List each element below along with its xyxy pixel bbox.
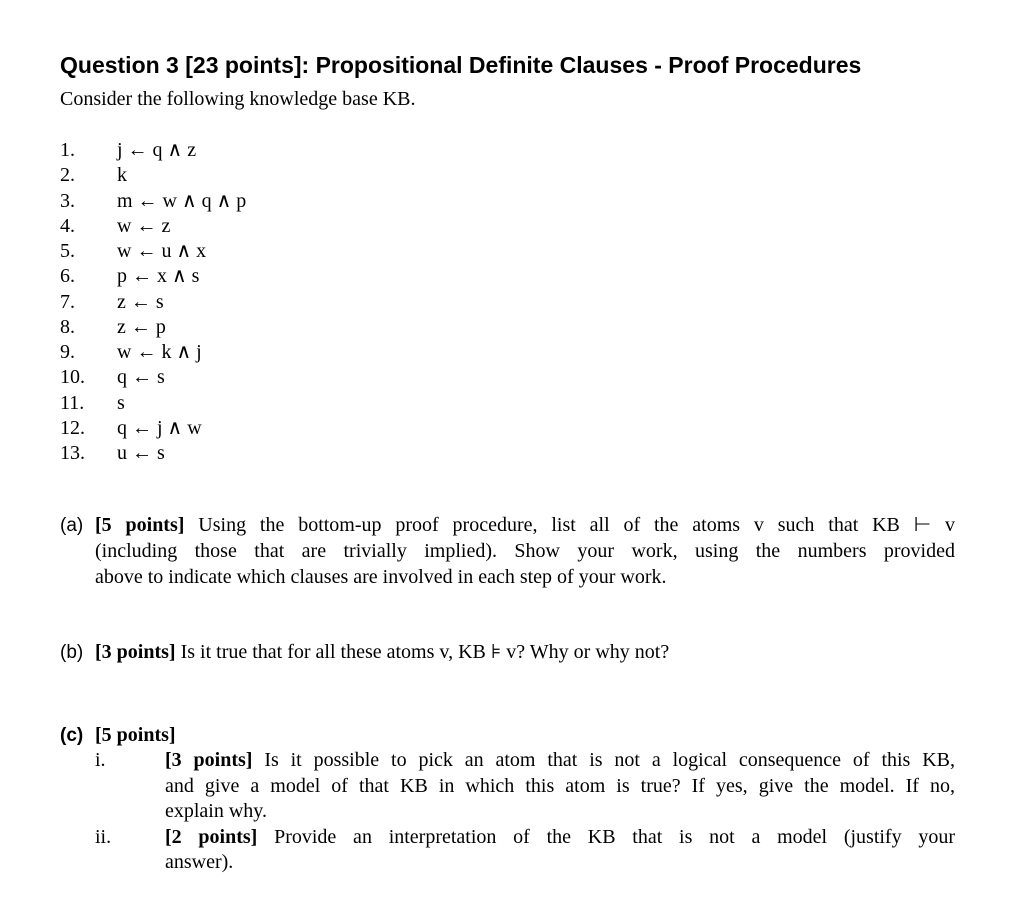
clause-number: 9. <box>60 341 75 363</box>
intro-text: Consider the following knowledge base KB. <box>60 88 416 110</box>
part-a-line1 <box>95 513 955 537</box>
part-a-line3: above to indicate which clauses are involved in each step of your work. <box>95 566 667 588</box>
clause-text: z ← s <box>117 290 164 313</box>
clause-text: m ← w ∧ q ∧ p <box>117 189 247 212</box>
clause-text: p ← x ∧ s <box>117 265 200 288</box>
clause-number: 11. <box>60 391 85 414</box>
part-c-ii-text: Provide an interpretation of the KB that is not a model (justify your <box>274 826 955 848</box>
clause-text: s <box>117 391 125 414</box>
part-c-ii-points: [2 points] <box>165 826 258 848</box>
part-a-points: [5 points] <box>95 514 185 536</box>
clause-number: 5. <box>60 240 75 262</box>
clause-number: 10. <box>60 366 85 389</box>
clause-number: 1. <box>60 139 75 161</box>
part-c-i-points: [3 points] <box>165 749 253 771</box>
clause-number: 8. <box>60 315 75 338</box>
clause-text: w ← z <box>117 214 171 237</box>
part-a-text: Using the bottom-up proof procedure, list all of the atoms v such that KB ⊢ v <box>198 514 956 536</box>
clause-text: k <box>117 164 127 187</box>
clause-text: z ← p <box>117 315 166 338</box>
part-c-i-text: Is it possible to pick an atom that is not a logical consequence of this KB, <box>264 749 955 771</box>
clause-number: 6. <box>60 265 75 288</box>
part-a-label: (a) <box>60 515 84 536</box>
part-c-i-line2: and give a model of that KB in which this atom is true? If yes, give the model. If no, <box>165 775 955 797</box>
part-c-i-line3: explain why. <box>165 800 268 822</box>
part-a-line2: (including those that are trivially implied). Show your work, using the numbers provided <box>95 540 955 562</box>
part-b-label: (b) <box>60 642 84 663</box>
part-c-points: [5 points] <box>95 724 176 746</box>
clause-text: q ← j ∧ w <box>117 416 202 439</box>
clause-text: u ← s <box>117 442 165 464</box>
clause-number: 3. <box>60 189 75 212</box>
clause-number: 13. <box>60 442 85 464</box>
question-title: Question 3 [23 points]: Propositional Definite Clauses - Proof Procedures <box>60 52 862 78</box>
part-c-ii-label: ii. <box>95 826 112 848</box>
clause-text: q ← s <box>117 366 165 389</box>
part-c-i-line1 <box>165 748 955 772</box>
clause-number: 4. <box>60 214 75 237</box>
part-b-line <box>95 640 669 664</box>
clause-text: w ← u ∧ x <box>117 240 207 262</box>
part-c-ii-line1 <box>165 825 955 849</box>
part-c-ii-line2: answer). <box>165 851 234 873</box>
part-b-text: Is it true that for all these atoms v, KB ⊧ v? Why or why not? <box>180 641 670 663</box>
part-c-i-label: i. <box>95 749 106 771</box>
clause-number: 12. <box>60 416 85 439</box>
part-c-label: (c) <box>60 725 84 746</box>
clause-text: j ← q ∧ z <box>117 139 197 161</box>
part-b-points: [3 points] <box>95 641 176 663</box>
clause-number: 2. <box>60 164 75 187</box>
clause-text: w ← k ∧ j <box>117 341 202 363</box>
clause-number: 7. <box>60 290 75 313</box>
